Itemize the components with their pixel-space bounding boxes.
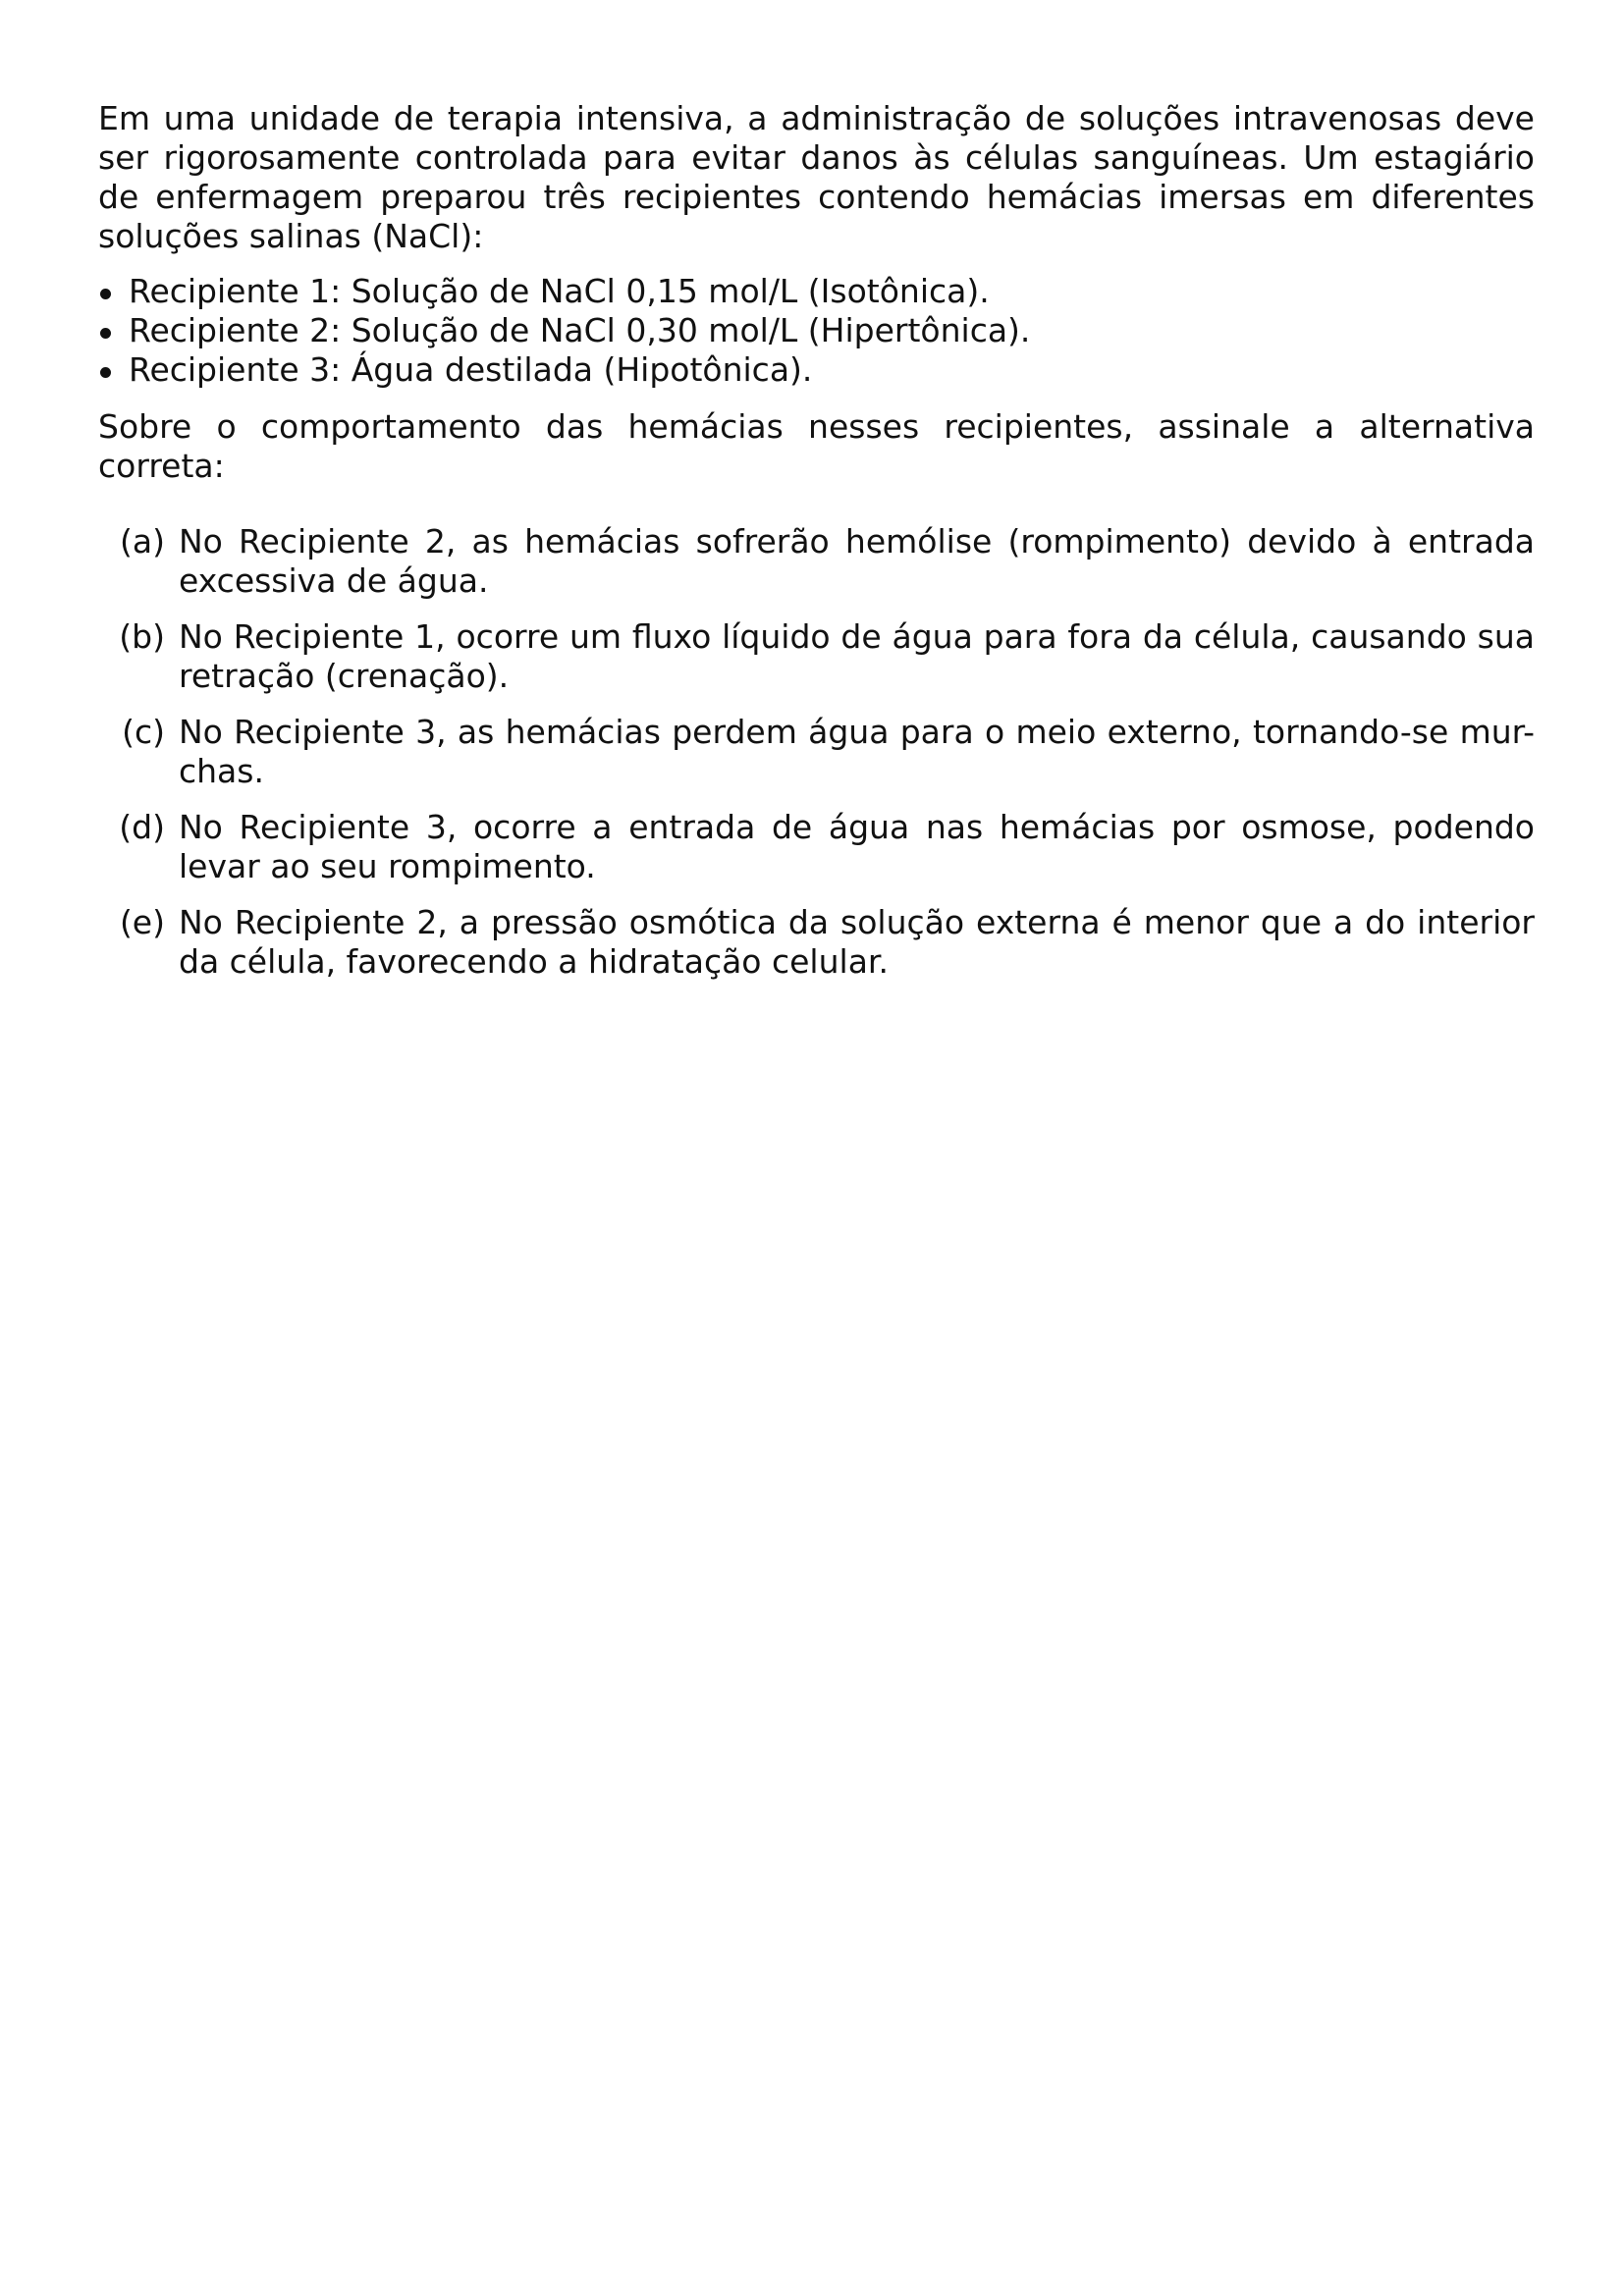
- recipient-list: [98, 272, 1535, 390]
- option-c: [98, 713, 1535, 791]
- list-item: [98, 350, 1535, 390]
- option-d: [98, 808, 1535, 886]
- list-item: [98, 272, 1535, 311]
- recipient-1-text: Recipiente 1: Solução de NaCl 0,15 mol/L (Isotônica).: [129, 272, 990, 310]
- option-text: No Recipiente 2, as hemácias sofrerão hemólise (rompimento) devido à entrada excessiva de água.: [179, 522, 1535, 600]
- bullet-icon: [100, 289, 111, 299]
- option-letter: (a): [120, 522, 165, 561]
- option-text: No Recipiente 1, ocorre um fluxo líquido de água para fora da célula, causando sua retração (crenação).: [179, 617, 1535, 695]
- question-text: Sobre o comportamento das hemácias nesses recipientes, assinale a alternativa correta:: [98, 407, 1535, 485]
- option-text: No Recipiente 2, a pressão osmótica da solução externa é menor que a do interior da célula, favorecendo a hidratação celular.: [179, 903, 1535, 981]
- list-item: [98, 311, 1535, 350]
- answer-options: [98, 522, 1535, 982]
- option-e: [98, 903, 1535, 982]
- option-letter: (b): [119, 617, 165, 656]
- bullet-icon: [100, 328, 111, 339]
- intro-paragraph: Em uma unidade de terapia intensiva, a administração de soluções intravenosas deve ser rigorosamente controlada para evitar danos às células sanguíneas. Um estagiário de enfermagem preparou três recipientes contendo hemácias imersas em diferentes soluções salinas (NaCl):: [98, 99, 1535, 255]
- recipient-2-text: Recipiente 2: Solução de NaCl 0,30 mol/L (Hipertônica).: [129, 311, 1031, 349]
- option-letter: (c): [122, 713, 165, 751]
- bullet-icon: [100, 367, 111, 378]
- option-a: [98, 522, 1535, 601]
- option-text: No Recipiente 3, ocorre a entrada de água nas hemácias por osmose, podendo levar ao seu rompimento.: [179, 808, 1535, 885]
- recipient-3-text: Recipiente 3: Água destilada (Hipotônica).: [129, 350, 813, 389]
- option-letter: (d): [119, 808, 165, 846]
- document-page: [98, 99, 1535, 998]
- option-letter: (e): [119, 903, 165, 941]
- option-text: No Recipiente 3, as hemácias perdem água para o meio externo, tornando-se mur-chas.: [179, 713, 1535, 790]
- option-b: [98, 617, 1535, 696]
